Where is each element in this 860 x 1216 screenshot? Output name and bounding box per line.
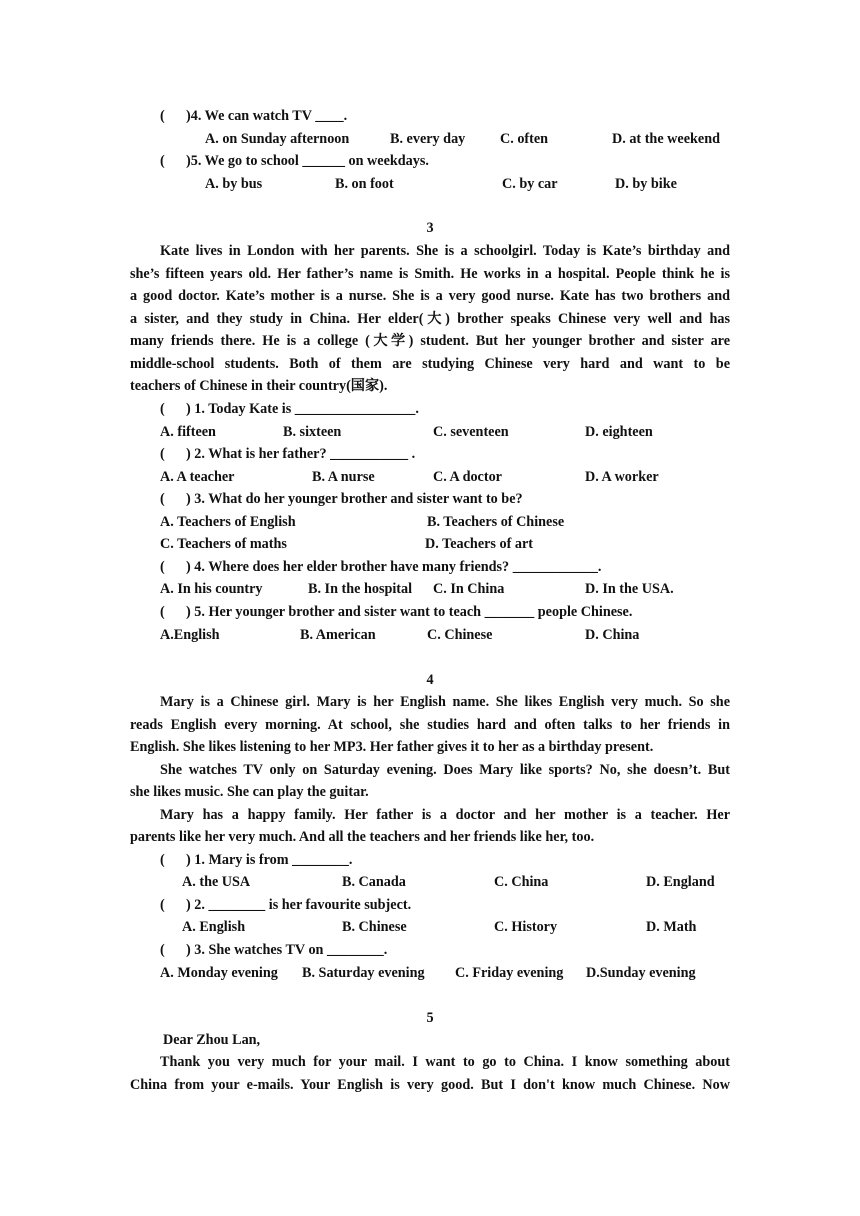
- option-d: D. by bike: [615, 176, 677, 192]
- section-number: 3: [426, 220, 434, 236]
- option-d: D. at the weekend: [612, 131, 720, 147]
- question-stem: ( ) 5. Her younger brother and sister want to teach _______ people Chinese.: [160, 604, 633, 620]
- passage-line: Thank you very much for your mail. I want to go to China. I know something about: [160, 1054, 730, 1070]
- section-number: 4: [426, 672, 434, 688]
- option-c: C. by car: [502, 176, 558, 192]
- passage-line: She watches TV only on Saturday evening. Does Mary like sports? No, she doesn’t. But: [160, 761, 730, 778]
- option-b: B. In the hospital: [308, 581, 413, 597]
- option-d: D. England: [646, 874, 715, 890]
- option-a: A. Monday evening: [160, 965, 278, 981]
- option-b: B. Teachers of Chinese: [427, 514, 565, 530]
- passage-line: Kate lives in London with her parents. She is a schoolgirl. Today is Kate’s birthday and: [160, 243, 730, 259]
- passage-line: middle-school students. Both of them are studying Chinese very hard and want to be: [130, 355, 730, 372]
- option-a: A. A teacher: [160, 469, 235, 485]
- passage-line: a sister, and they study in China. Her elder(大) brother speaks Chinese very well and has: [130, 310, 730, 327]
- option-c: C. often: [500, 131, 549, 147]
- option-d: D. China: [585, 627, 640, 643]
- option-c: C. Chinese: [427, 627, 493, 643]
- option-d: D. Math: [646, 919, 697, 935]
- option-a: A. English: [182, 919, 246, 935]
- option-a: A.English: [160, 627, 220, 643]
- option-a: A. by bus: [205, 176, 263, 192]
- passage: [130, 240, 730, 398]
- question-stem: ( ) 3. She watches TV on ________.: [160, 942, 388, 958]
- option-b: B. sixteen: [283, 424, 342, 440]
- option-c: C. Friday evening: [455, 965, 564, 981]
- question-stem: ( ) 2. What is her father? ___________ .: [160, 446, 416, 462]
- passage-line: teachers of Chinese in their country(国家).: [130, 378, 388, 394]
- question-stem: ( )5. We go to school ______ on weekdays.: [160, 153, 429, 169]
- option-d: D. eighteen: [585, 424, 653, 440]
- passage-line: she’s fifteen years old. Her father’s name is Smith. He works in a hospital. People think he is: [130, 265, 730, 282]
- option-b: B. on foot: [335, 176, 394, 192]
- question-stem: ( ) 3. What do her younger brother and sister want to be?: [160, 491, 523, 507]
- option-d: D.Sunday evening: [586, 965, 696, 981]
- passage: [130, 691, 730, 849]
- passage-line: English. She likes listening to her MP3. Her father gives it to her as a birthday present.: [130, 739, 654, 755]
- option-b: B. Chinese: [342, 919, 407, 935]
- option-d: D. In the USA.: [585, 581, 674, 597]
- option-a: A. In his country: [160, 581, 263, 597]
- option-a: A. the USA: [182, 874, 251, 890]
- option-c: C. In China: [433, 581, 505, 597]
- option-d: D. A worker: [585, 469, 659, 485]
- option-c: C. China: [494, 874, 549, 890]
- passage-line: reads English every morning. At school, she studies hard and often talks to her friends in: [130, 716, 730, 733]
- passage-line: she likes music. She can play the guitar.: [130, 784, 369, 800]
- option-c: C. seventeen: [433, 424, 509, 440]
- question-stem: ( ) 2. ________ is her favourite subject.: [160, 897, 412, 913]
- option-c: C. History: [494, 919, 558, 935]
- option-b: B. every day: [390, 131, 466, 147]
- option-a: A. on Sunday afternoon: [205, 131, 350, 147]
- letter-greeting: Dear Zhou Lan,: [163, 1032, 261, 1048]
- option-c: C. A doctor: [433, 469, 502, 485]
- question-stem: ( ) 4. Where does her elder brother have many friends? ____________.: [160, 559, 602, 575]
- passage-line: many friends there. He is a college (大学) student. But her younger brother and sister are: [130, 333, 730, 349]
- passage-line: a good doctor. Kate’s mother is a nurse. She is a very good nurse. Kate has two brothers and: [130, 288, 730, 304]
- option-b: B. Canada: [342, 874, 406, 890]
- passage-line: Mary is a Chinese girl. Mary is her English name. She likes English very much. So she: [160, 694, 730, 710]
- option-a: A. Teachers of English: [160, 514, 296, 530]
- option-a: A. fifteen: [160, 424, 216, 440]
- passage-line: parents like her very much. And all the teachers and her friends like her, too.: [130, 829, 595, 845]
- passage-line: China from your e-mails. Your English is very good. But I don't know much Chinese. Now: [130, 1076, 730, 1093]
- option-b: B. American: [300, 627, 376, 643]
- question-stem: ( ) 1. Today Kate is _________________.: [160, 401, 419, 417]
- option-b: B. A nurse: [312, 469, 375, 485]
- passage: [130, 1051, 730, 1096]
- passage-line: Mary has a happy family. Her father is a doctor and her mother is a teacher. Her: [160, 806, 730, 823]
- option-b: B. Saturday evening: [302, 965, 425, 981]
- question-stem: ( )4. We can watch TV ____.: [160, 108, 348, 124]
- section-number: 5: [426, 1010, 434, 1026]
- option-d: D. Teachers of art: [425, 536, 533, 552]
- question-stem: ( ) 1. Mary is from ________.: [160, 852, 353, 868]
- option-c: C. Teachers of maths: [160, 536, 287, 552]
